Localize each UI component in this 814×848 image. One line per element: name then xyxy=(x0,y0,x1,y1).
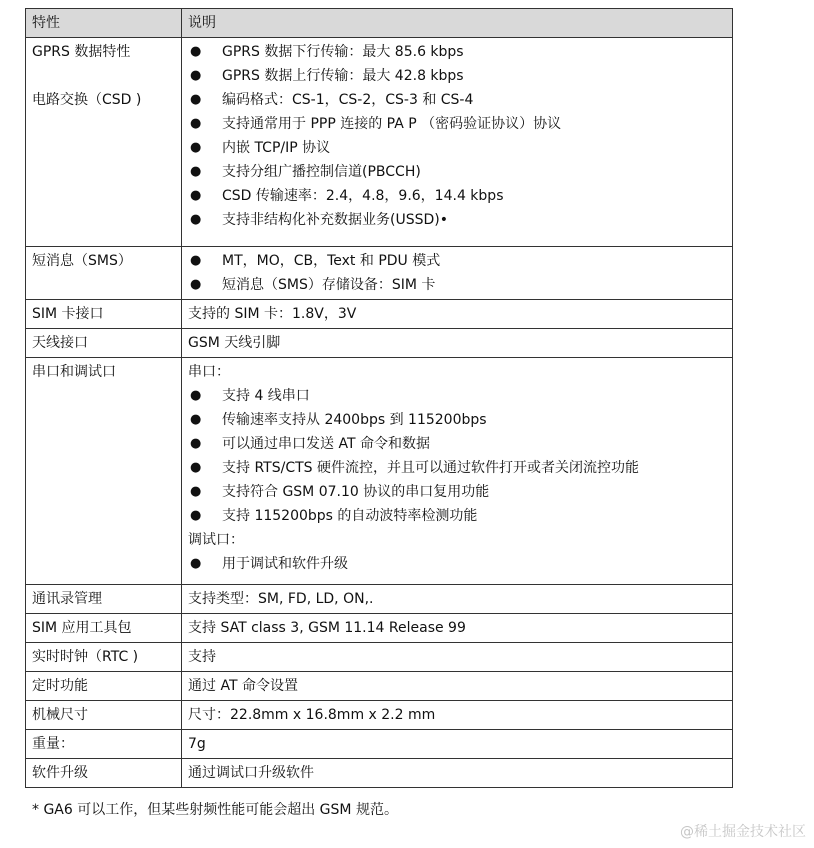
list-item: ● MT，MO，CB，Text 和 PDU 模式 xyxy=(188,249,726,273)
rtc-label: 实时时钟（RTC ) xyxy=(26,643,182,672)
table-row-upgrade xyxy=(26,759,733,788)
rtc-value: 支持 xyxy=(182,643,733,672)
spec-table xyxy=(25,8,733,788)
table-row-size xyxy=(26,701,733,730)
serial-feature-list xyxy=(188,384,726,528)
list-item: ● 支持分组广播控制信道(PBCCH) xyxy=(188,160,726,184)
upgrade-label: 软件升级 xyxy=(26,759,182,788)
header-feature: 特性 xyxy=(26,9,182,38)
table-row-antenna xyxy=(26,329,733,358)
table-row-rtc xyxy=(26,643,733,672)
footnote: * GA6 可以工作，但某些射频性能可能会超出 GSM 规范。 xyxy=(32,802,398,818)
sim-value: 支持的 SIM 卡：1.8V，3V xyxy=(182,300,733,329)
size-label: 机械尺寸 xyxy=(26,701,182,730)
weight-value: 7g xyxy=(182,730,733,759)
weight-label: 重量： xyxy=(26,730,182,759)
table-row-serial xyxy=(26,358,733,585)
size-value: 尺寸：22.8mm x 16.8mm x 2.2 mm xyxy=(182,701,733,730)
list-item: ● 支持 115200bps 的自动波特率检测功能 xyxy=(188,504,726,528)
serial-port-title: 串口： xyxy=(188,364,230,380)
row-label xyxy=(26,38,182,247)
table-row-weight xyxy=(26,730,733,759)
list-item: ● 可以通过串口发送 AT 命令和数据 xyxy=(188,432,726,456)
row-value xyxy=(182,247,733,300)
csd-label: 电路交换（CSD ) xyxy=(32,92,142,108)
header-description: 说明 xyxy=(182,9,733,38)
upgrade-value: 通过调试口升级软件 xyxy=(182,759,733,788)
table-row-sat xyxy=(26,614,733,643)
table-row-gprs xyxy=(26,38,733,247)
gprs-feature-list xyxy=(188,40,726,232)
list-item: ● 支持符合 GSM 07.10 协议的串口复用功能 xyxy=(188,480,726,504)
antenna-label: 天线接口 xyxy=(26,329,182,358)
list-item: ● 支持 4 线串口 xyxy=(188,384,726,408)
gprs-label: GPRS 数据特性 xyxy=(32,44,131,60)
sim-label: SIM 卡接口 xyxy=(26,300,182,329)
sms-feature-list xyxy=(188,249,726,297)
row-value xyxy=(182,38,733,247)
debug-feature-list xyxy=(188,552,726,576)
list-item: ● 短消息（SMS）存储设备：SIM 卡 xyxy=(188,273,726,297)
phonebook-label: 通讯录管理 xyxy=(26,585,182,614)
list-item: ● 支持非结构化补充数据业务(USSD)• xyxy=(188,208,726,232)
serial-label: 串口和调试口 xyxy=(26,358,182,585)
list-item: ● GPRS 数据下行传输：最大 85.6 kbps xyxy=(188,40,726,64)
sat-label: SIM 应用工具包 xyxy=(26,614,182,643)
table-row-sim xyxy=(26,300,733,329)
antenna-value: GSM 天线引脚 xyxy=(182,329,733,358)
watermark: @稀土掘金技术社区 xyxy=(680,824,806,840)
list-item: ● GPRS 数据上行传输：最大 42.8 kbps xyxy=(188,64,726,88)
list-item: ● 支持通常用于 PPP 连接的 PA P （密码验证协议）协议 xyxy=(188,112,726,136)
table-header-row xyxy=(26,9,733,38)
timer-label: 定时功能 xyxy=(26,672,182,701)
list-item: ● 编码格式：CS-1，CS-2，CS-3 和 CS-4 xyxy=(188,88,726,112)
list-item: ● 传输速率支持从 2400bps 到 115200bps xyxy=(188,408,726,432)
list-item: ● 内嵌 TCP/IP 协议 xyxy=(188,136,726,160)
list-item: ● 支持 RTS/CTS 硬件流控，并且可以通过软件打开或者关闭流控功能 xyxy=(188,456,726,480)
phonebook-value: 支持类型：SM, FD, LD, ON,. xyxy=(182,585,733,614)
sat-value: 支持 SAT class 3, GSM 11.14 Release 99 xyxy=(182,614,733,643)
list-item: ● 用于调试和软件升级 xyxy=(188,552,726,576)
timer-value: 通过 AT 命令设置 xyxy=(182,672,733,701)
list-item: ● CSD 传输速率：2.4，4.8，9.6，14.4 kbps xyxy=(188,184,726,208)
table-row-sms xyxy=(26,247,733,300)
row-value xyxy=(182,358,733,585)
sms-label: 短消息（SMS） xyxy=(26,247,182,300)
table-row-timer xyxy=(26,672,733,701)
table-row-phonebook xyxy=(26,585,733,614)
debug-port-title: 调试口： xyxy=(188,532,244,548)
